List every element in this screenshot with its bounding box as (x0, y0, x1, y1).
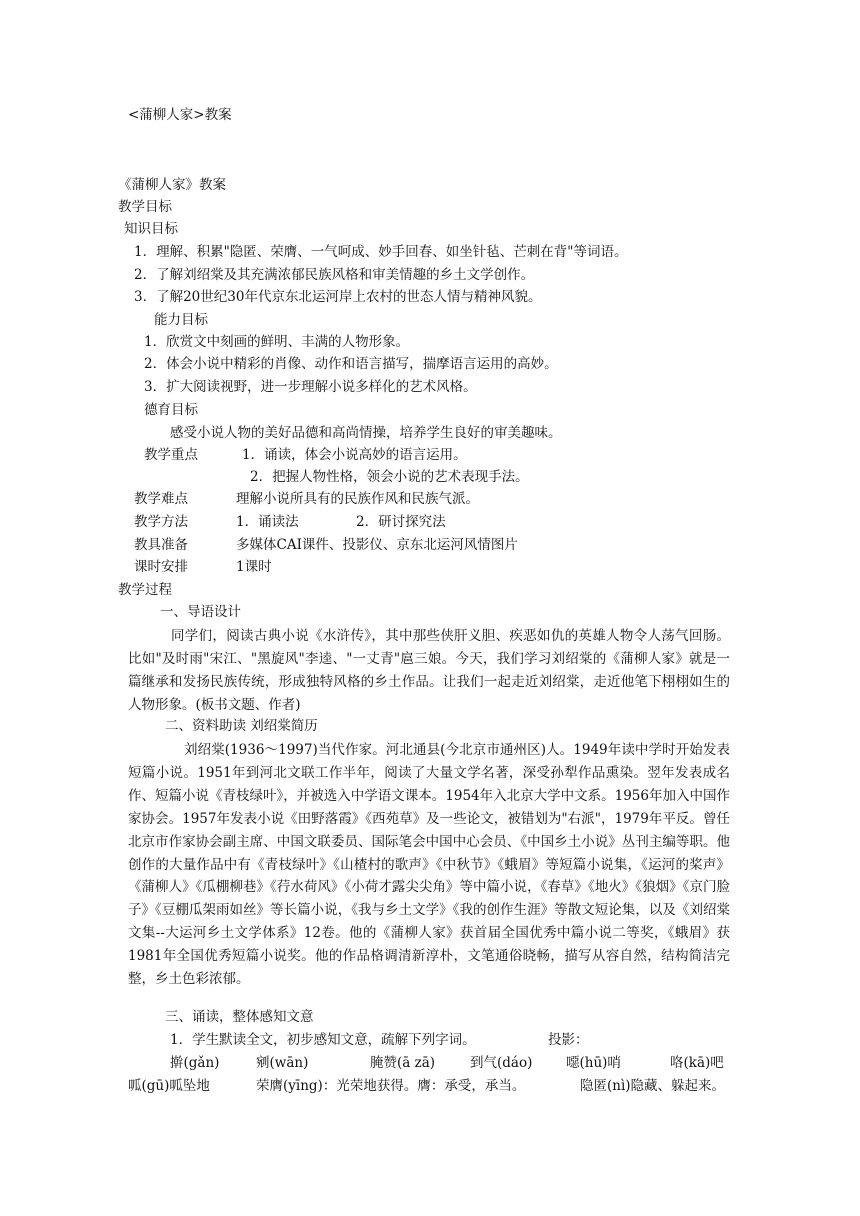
moral-text: 感受小说人物的美好品德和高尚情操，培养学生良好的审美趣味。 (170, 425, 562, 441)
knowledge-item: 1．理解、积累"隐匿、荣膺、一气呵成、妙手回春、如坐针毡、芒刺在背"等词语。 (134, 244, 628, 260)
difficulty-label: 教学难点 (134, 491, 188, 507)
vocab-item: 咯(kā)吧 (670, 1055, 724, 1071)
section3-heading: 三、诵读，整体感知文意 (165, 1009, 314, 1025)
vocab-item: 腌赞(ā zā) (370, 1055, 436, 1071)
vocab-list (128, 1052, 732, 1102)
equipment-label: 教具准备 (134, 537, 188, 553)
schedule-value: 1课时 (236, 559, 272, 575)
section1-heading: 一、导语设计 (160, 604, 241, 620)
vocab-item: 擀(gǎn) (170, 1055, 220, 1071)
method-value: 2．研讨探究法 (356, 514, 446, 530)
vocab-item: 到气(dáo) (470, 1055, 533, 1071)
key-points-label: 教学重点 (144, 447, 198, 463)
method-label: 教学方法 (134, 514, 188, 530)
ability-heading: 能力目标 (154, 312, 208, 328)
vocab-item: 呱(gū)呱坠地 (128, 1078, 210, 1094)
ability-item: 1．欣赏文中刻画的鲜明、丰满的人物形象。 (144, 334, 410, 350)
knowledge-item: 2．了解刘绍棠及其充满浓郁民族风格和审美情趣的乡土文学创作。 (134, 267, 535, 283)
ability-item: 3．扩大阅读视野，进一步理解小说多样化的艺术风格。 (144, 379, 477, 395)
vocab-item: 噁(hū)哨 (566, 1055, 621, 1071)
schedule-label: 课时安排 (134, 559, 188, 575)
section3-step1: 1．学生默读全文，初步感知文意，疏解下列字词。 (170, 1032, 476, 1048)
section3-step1-note: 投影： (548, 1032, 589, 1048)
section1-paragraph: 同学们，阅读古典小说《水浒传》，其中那些侠肝义胆、疾恶如仇的英雄人物令人荡气回肠。 比如"及时雨"宋江、"黑旋风"李逵、"一丈青"扈三娘。今天，我们学习刘绍棠的《蒲柳人家》就是一篇继承和发扬民族传统，形成独特风格的乡土作品。让我们一起走近刘绍棠，走近他笔下栩栩如生的人物形象。(板书文题、作者) (128, 628, 730, 713)
vocab-item: 荣膺(yīng)：光荣地获得。膺：承受，承当。 (256, 1078, 526, 1094)
goals-heading: 教学目标 (118, 199, 172, 215)
knowledge-heading: 知识目标 (124, 221, 178, 237)
heading: 《蒲柳人家》教案 (118, 177, 226, 193)
document-title: <蒲柳人家>教案 (128, 107, 232, 123)
key-point-item: 1．诵读，体会小说高妙的语言运用。 (242, 447, 467, 463)
vocab-item: 剜(wān) (256, 1055, 309, 1071)
section2-heading: 二、资料助读 刘绍棠简历 (165, 718, 318, 734)
equipment-value: 多媒体CAI课件、投影仪、京东北运河风情图片 (236, 537, 518, 553)
vocab-item: 隐匿(nì)隐藏、躲起来。 (580, 1078, 726, 1094)
method-value: 1．诵读法 (236, 514, 299, 530)
section2-paragraph: 刘绍棠(1936～1997)当代作家。河北通县(今北京市通州区)人。1949年读中学时开始发表短篇小说。1951年到河北文联工作半年，阅读了大量文学名著，深受孙犁作品熏染。翌年发表成名作、短篇小说《青枝绿叶》，并被选入中学语文课本。1954年入北京大学中文系。1956年加入中国作家协会。1957年发表小说《田野落霞》《西苑草》及一些论文，被错划为"右派"，1979年平反。曾任北京市作家协会副主席、中国文联委员、国际笔会中国中心会员、《中国乡土小说》丛刊主编等职。他创作的大量作品中有《青枝绿叶》《山楂村的歌声》《中秋节》《蛾眉》等短篇小说集，《运河的桨声》《蒲柳人》《瓜棚柳巷》《荇水荷风》《小荷才露尖尖角》等中篇小说，《春草》《地火》《狼烟》《京门脸子》《豆棚瓜架雨如丝》等长篇小说，《我与乡土文学》《我的创作生涯》等散文短论集，以及《刘绍棠文集--大运河乡土文学体系》12卷。他的《蒲柳人家》获首届全国优秀中篇小说二等奖，《蛾眉》获1981年全国优秀短篇小说奖。他的作品格调清新淳朴，文笔通俗晓畅，描写从容自然，结构简洁完整，乡土色彩浓郁。 (128, 742, 730, 988)
ability-item: 2．体会小说中精彩的肖像、动作和语言描写，揣摩语言运用的高妙。 (144, 356, 558, 372)
key-point-item: 2．把握人物性格，领会小说的艺术表现手法。 (250, 469, 529, 485)
moral-heading: 德育目标 (144, 402, 198, 418)
process-heading: 教学过程 (118, 582, 172, 598)
knowledge-item: 3．了解20世纪30年代京东北运河岸上农村的世态人情与精神风貌。 (134, 289, 542, 305)
difficulty-value: 理解小说所具有的民族作风和民族气派。 (236, 491, 479, 507)
